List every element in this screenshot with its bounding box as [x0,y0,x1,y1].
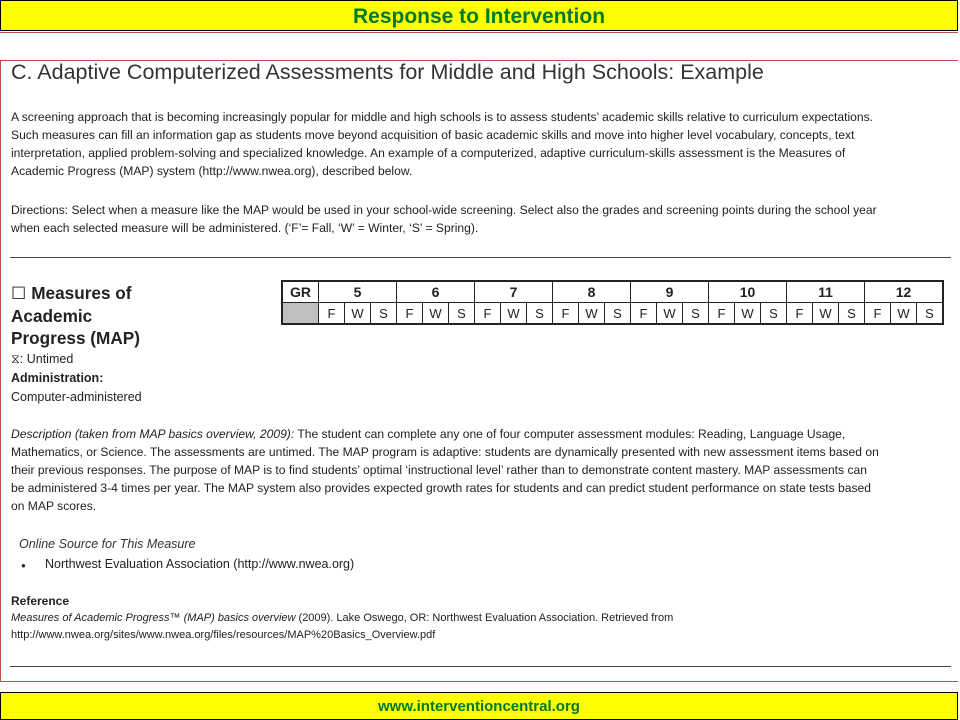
season-cell[interactable]: F [475,303,501,325]
online-source-heading: Online Source for This Measure [19,537,196,551]
footer-banner [0,692,958,720]
season-cell[interactable]: S [917,303,944,325]
season-cell[interactable]: S [839,303,865,325]
measure-checkbox[interactable]: ☐ [11,283,27,303]
grade-header-row [282,281,943,303]
season-cell[interactable]: W [423,303,449,325]
measure-name-part: Progress (MAP) [11,328,140,348]
description-paragraph [11,425,956,515]
grade-schedule-table [281,280,944,325]
season-cell[interactable]: W [657,303,683,325]
grade-header: 12 [865,281,944,303]
season-cell[interactable]: F [631,303,657,325]
grade-header: 9 [631,281,709,303]
left-red-rule [0,60,1,682]
section-title: C. Adaptive Computerized Assessments for Middle and High Schools: Example [11,60,764,84]
administration-label: Administration: [11,371,104,385]
description-line: on MAP scores. [11,499,97,513]
description-line: be administered 3-4 times per year. The MAP system also provides expected growth rates for students and can predict student performance on state tests based [11,481,872,495]
description-line: their previous responses. The purpose of MAP is to find students’ optimal ‘instructional level’ rather than to demonstrate content mastery. MAP assessments can [11,463,867,477]
reference-title: Measures of Academic Progress™ (MAP) basics overview [11,612,296,624]
season-cell[interactable]: F [787,303,813,325]
season-cell[interactable]: F [397,303,423,325]
timing-text: : Untimed [19,352,74,366]
reference-heading: Reference [11,594,70,608]
hourglass-icon: ⧖ [11,352,20,366]
measure-title [11,282,140,350]
gr-header: GR [282,281,319,303]
divider-bottom [10,666,951,667]
grade-header: 11 [787,281,865,303]
directions-line: Directions: Select when a measure like the MAP would be used in your school-wide screening. Select also the grades and screening points during the school year [11,203,877,217]
grade-header: 7 [475,281,553,303]
footer-url[interactable]: www.interventioncentral.org [378,698,580,715]
administration-value: Computer-administered [11,390,142,404]
description-line: Mathematics, or Science. The assessments are untimed. The MAP program is adaptive: students are dynamically presented with new assessment items based on [11,445,879,459]
season-cell[interactable]: W [813,303,839,325]
gr-blank-cell [282,303,319,325]
season-cell[interactable]: S [371,303,397,325]
directions-line: when each selected measure will be administered. (‘F’= Fall, ‘W’ = Winter, ‘S’ = Spring). [11,221,479,235]
description-line [11,425,956,443]
reference-url[interactable]: http://www.nwea.org/sites/www.nwea.org/files/resources/MAP%20Basics_Overview.pdf [11,629,436,641]
season-cell[interactable]: W [501,303,527,325]
season-cell[interactable]: F [865,303,891,325]
description-text: The student can complete any one of four computer assessment modules: Reading, Language Usage, [294,427,846,441]
season-cell[interactable]: S [761,303,787,325]
divider-top [10,257,951,258]
grade-header: 6 [397,281,475,303]
header-title: Response to Intervention [352,5,606,28]
intro-paragraph [11,108,956,180]
online-source-text[interactable]: Northwest Evaluation Association (http://www.nwea.org) [45,557,355,571]
top-red-rule [0,32,958,33]
intro-line: A screening approach that is becoming increasingly popular for middle and high schools is to assess students’ academic skills relative to curriculum expectations. [11,110,874,124]
season-cell[interactable]: S [449,303,475,325]
season-cell[interactable]: S [683,303,709,325]
season-cell[interactable]: W [579,303,605,325]
header-banner [0,0,958,31]
grade-header: 5 [319,281,397,303]
season-cell[interactable]: W [735,303,761,325]
season-cell[interactable]: F [319,303,345,325]
measure-title-line-1 [11,282,140,305]
season-cell[interactable]: W [345,303,371,325]
page-bottom-rule [0,681,958,682]
season-cell[interactable]: W [891,303,917,325]
season-cell[interactable]: S [527,303,553,325]
season-cell[interactable]: F [709,303,735,325]
grade-header: 8 [553,281,631,303]
measure-name-part: Academic [11,305,93,326]
intro-line: Such measures can fill an information gap as students move beyond acquisition of basic academic skills and move into higher level vocabulary, concepts, text [11,128,855,142]
directions-paragraph [11,201,956,237]
season-cell[interactable]: F [553,303,579,325]
online-source-item [21,557,354,571]
reference-text: (2009). Lake Oswego, OR: Northwest Evaluation Association. Retrieved from [295,612,674,624]
bullet-icon: ● [21,561,26,570]
season-row [282,303,943,325]
grade-header: 10 [709,281,787,303]
season-cell[interactable]: S [605,303,631,325]
timing-line [11,352,73,367]
intro-line: Academic Progress (MAP) system (http://www.nwea.org), described below. [11,164,413,178]
measure-name-part: Measures of [31,283,132,303]
reference-citation [11,612,673,624]
description-label: Description (taken from MAP basics overview, 2009): [11,427,295,441]
intro-line: interpretation, applied problem-solving and specialized knowledge. An example of a computerized, adaptive curriculum-skills assessment is the Measures of [11,146,846,160]
